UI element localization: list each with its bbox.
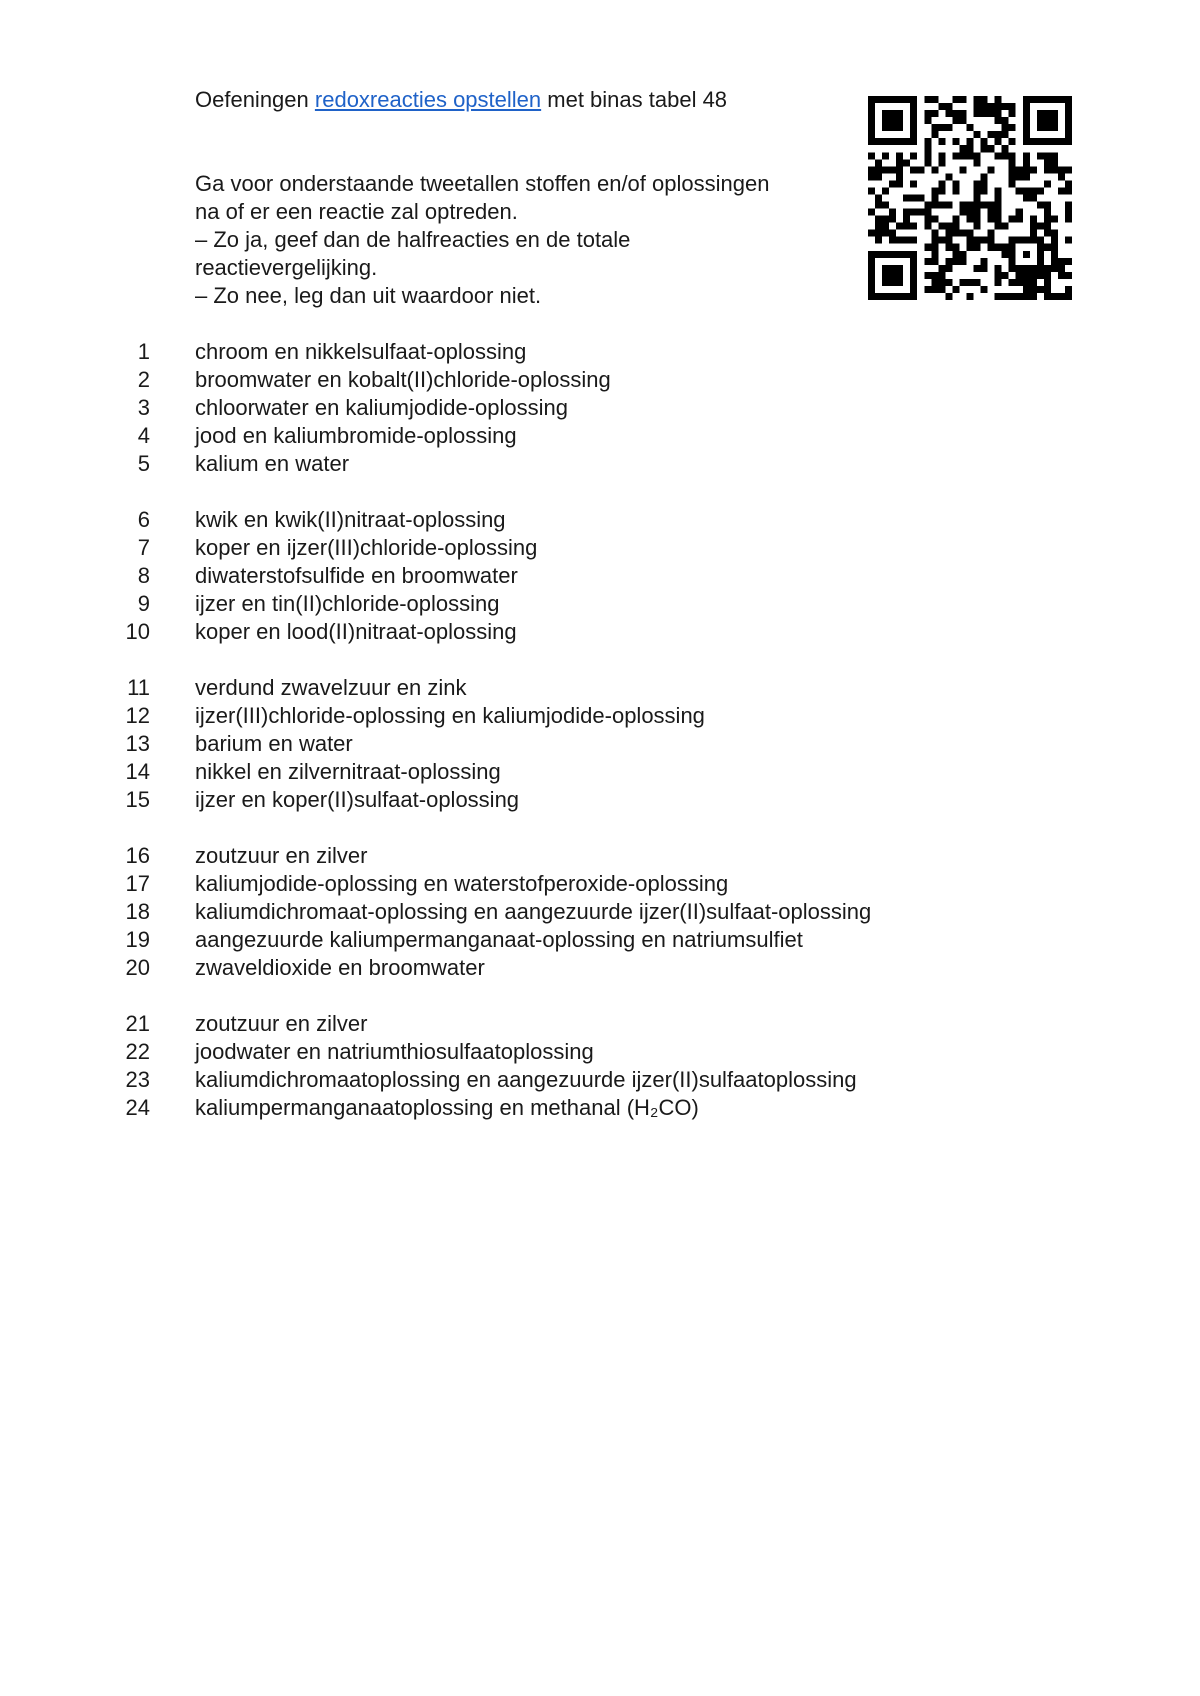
item-text: kwik en kwik(II)nitraat-oplossing [195,507,506,532]
exercise-list [100,338,1150,1150]
item-number: 8 [137,563,150,588]
list-item [100,1094,1150,1122]
item-number: 11 [127,675,150,700]
item-text: zoutzuur en zilver [195,843,368,868]
list-item [100,450,1150,478]
title-prefix: Oefeningen [195,87,309,112]
item-number: 19 [125,927,150,952]
item-text: ijzer en tin(II)chloride-oplossing [195,591,500,616]
item-text: ijzer(III)chloride-oplossing en kaliumjodide-oplossing [195,703,705,728]
item-number: 1 [137,339,150,364]
list-item [100,870,1150,898]
list-item [100,926,1150,954]
item-number: 3 [137,395,150,420]
qr-code-icon[interactable] [868,96,1072,300]
item-text: kaliumdichromaat-oplossing en aangezuurde ijzer(II)sulfaat-oplossing [195,899,872,924]
item-text: joodwater en natriumthiosulfaatoplossing [195,1039,594,1064]
item-text: diwaterstofsulfide en broomwater [195,563,518,588]
item-number: 9 [137,591,150,616]
item-number: 21 [125,1011,150,1036]
list-item [100,1010,1150,1038]
item-number: 24 [125,1095,150,1120]
list-item [100,422,1150,450]
exercise-group [100,1010,1150,1122]
item-text: ijzer en koper(II)sulfaat-oplossing [195,787,520,812]
list-item [100,674,1150,702]
exercise-group [100,338,1150,478]
list-item [100,842,1150,870]
item-text: zoutzuur en zilver [195,1011,368,1036]
page-title [195,86,727,114]
item-text: koper en lood(II)nitraat-oplossing [195,619,517,644]
item-number: 6 [137,507,150,532]
exercise-group [100,506,1150,646]
item-text: kaliumpermanganaatoplossing en methanal (H₂CO) [195,1095,699,1120]
item-text: kalium en water [195,451,350,476]
item-text: broomwater en kobalt(II)chloride-oplossing [195,367,611,392]
instruction-line: reactievergelijking. [195,255,378,280]
item-number: 13 [125,731,150,756]
list-item [100,366,1150,394]
item-number: 18 [125,899,150,924]
item-number: 20 [125,955,150,980]
list-item [100,758,1150,786]
instruction-line: – Zo ja, geef dan de halfreacties en de totale [195,227,631,252]
list-item [100,702,1150,730]
list-item [100,534,1150,562]
item-text: jood en kaliumbromide-oplossing [195,423,517,448]
item-number: 22 [125,1039,150,1064]
item-text: chroom en nikkelsulfaat-oplossing [195,339,527,364]
item-text: barium en water [195,731,353,756]
item-number: 10 [125,619,150,644]
exercise-group [100,674,1150,814]
item-number: 14 [125,759,150,784]
item-number: 23 [125,1067,150,1092]
list-item [100,1066,1150,1094]
list-item [100,898,1150,926]
list-item [100,562,1150,590]
title-suffix: met binas tabel 48 [547,87,728,112]
list-item [100,730,1150,758]
list-item [100,786,1150,814]
item-text: chloorwater en kaliumjodide-oplossing [195,395,568,420]
instruction-line: – Zo nee, leg dan uit waardoor niet. [195,283,542,308]
instruction-line: na of er een reactie zal optreden. [195,199,518,224]
item-number: 12 [125,703,150,728]
item-text: kaliumdichromaatoplossing en aangezuurde ijzer(II)sulfaatoplossing [195,1067,857,1092]
exercise-group [100,842,1150,982]
item-number: 15 [125,787,150,812]
instruction-line: Ga voor onderstaande tweetallen stoffen en/of oplossingen [195,171,770,196]
item-number: 5 [137,451,150,476]
item-number: 7 [137,535,150,560]
list-item [100,1038,1150,1066]
list-item [100,338,1150,366]
item-text: aangezuurde kaliumpermanganaat-oplossing en natriumsulfiet [195,927,803,952]
list-item [100,506,1150,534]
list-item [100,954,1150,982]
item-number: 16 [125,843,150,868]
item-text: nikkel en zilvernitraat-oplossing [195,759,501,784]
item-text: koper en ijzer(III)chloride-oplossing [195,535,538,560]
item-number: 4 [137,423,150,448]
item-text: kaliumjodide-oplossing en waterstofperoxide-oplossing [195,871,729,896]
item-text: verdund zwavelzuur en zink [195,675,467,700]
instructions [195,170,855,310]
list-item [100,590,1150,618]
item-text: zwaveldioxide en broomwater [195,955,485,980]
item-number: 17 [125,871,150,896]
item-number: 2 [137,367,150,392]
list-item [100,394,1150,422]
list-item [100,618,1150,646]
title-link[interactable]: redoxreacties opstellen [314,87,542,112]
